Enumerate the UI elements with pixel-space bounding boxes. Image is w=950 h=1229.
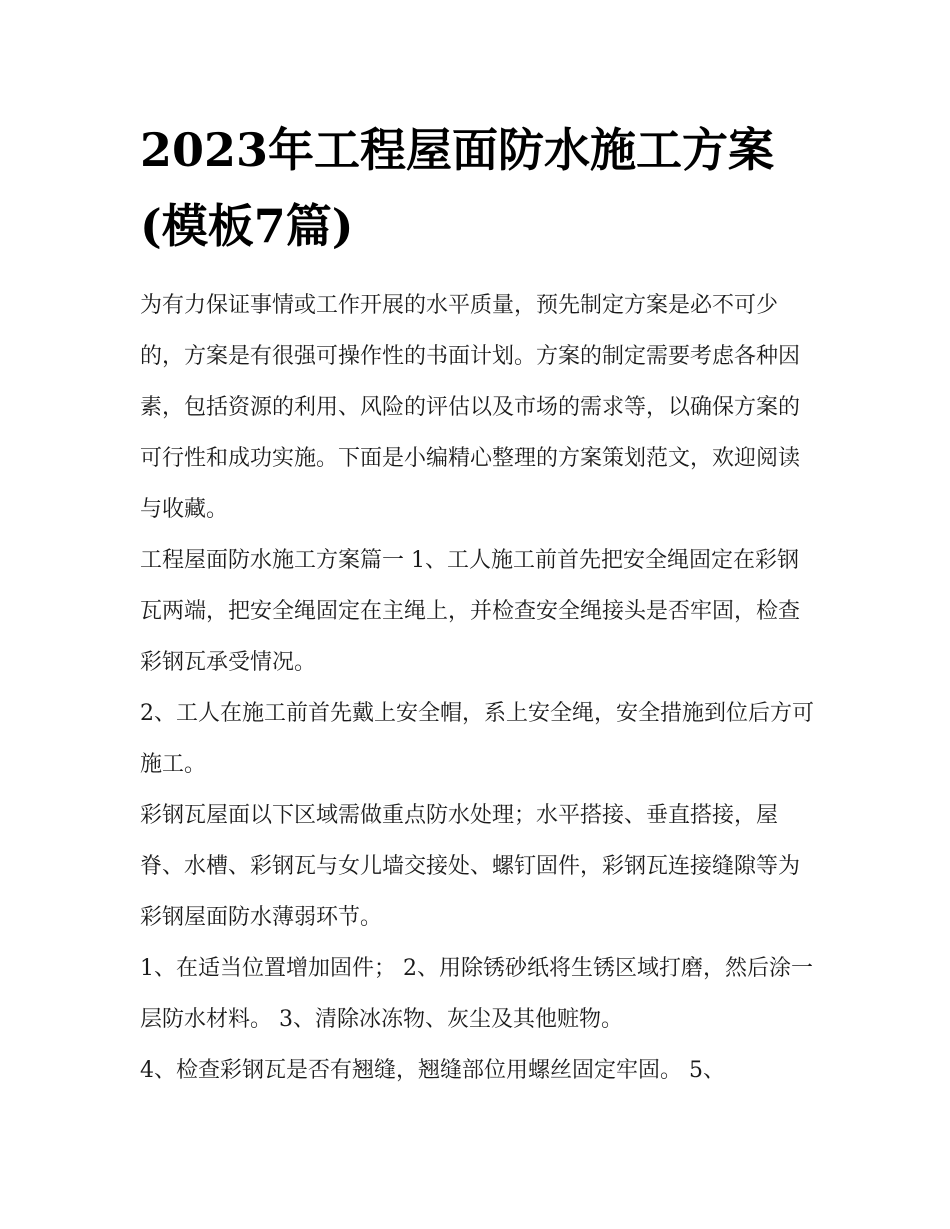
document-title: 2023年工程屋面防水施工方案(模板7篇) — [140, 123, 775, 253]
paragraph-weak-points: 彩钢瓦屋面以下区域需做重点防水处理；水平搭接、垂直搭接，屋脊、水槽、彩钢瓦与女儿墙交接处、螺钉固件，彩钢瓦连接缝隙等为彩钢屋面防水薄弱环节。 — [140, 803, 801, 930]
paragraph-step-2: 2、工人在施工前首先戴上安全帽，系上安全绳，安全措施到位后方可施工。 — [140, 701, 814, 777]
document-body — [140, 280, 816, 1096]
paragraph-intro: 为有力保证事情或工作开展的水平质量，预先制定方案是必不可少的，方案是有很强可操作性的书面计划。方案的制定需要考虑各种因素，包括资源的利用、风险的评估以及市场的需求等，以确保方案的可行性和成功实施。下面是小编精心整理的方案策划范文，欢迎阅读与收藏。 — [140, 293, 801, 522]
paragraph-steps-1-3: 1、在适当位置增加固件； 2、用除锈砂纸将生锈区域打磨，然后涂一层防水材料。 3、清除冰冻物、灰尘及其他赃物。 — [140, 956, 813, 1032]
paragraph-section-one: 工程屋面防水施工方案篇一 1、工人施工前首先把安全绳固定在彩钢瓦两端，把安全绳固定在主绳上，并检查安全绳接头是否牢固，检查彩钢瓦承受情况。 — [140, 548, 801, 675]
paragraph-steps-4-5: 4、检查彩钢瓦是否有翘缝，翘缝部位用螺丝固定牢固。 5、 — [140, 1058, 725, 1083]
